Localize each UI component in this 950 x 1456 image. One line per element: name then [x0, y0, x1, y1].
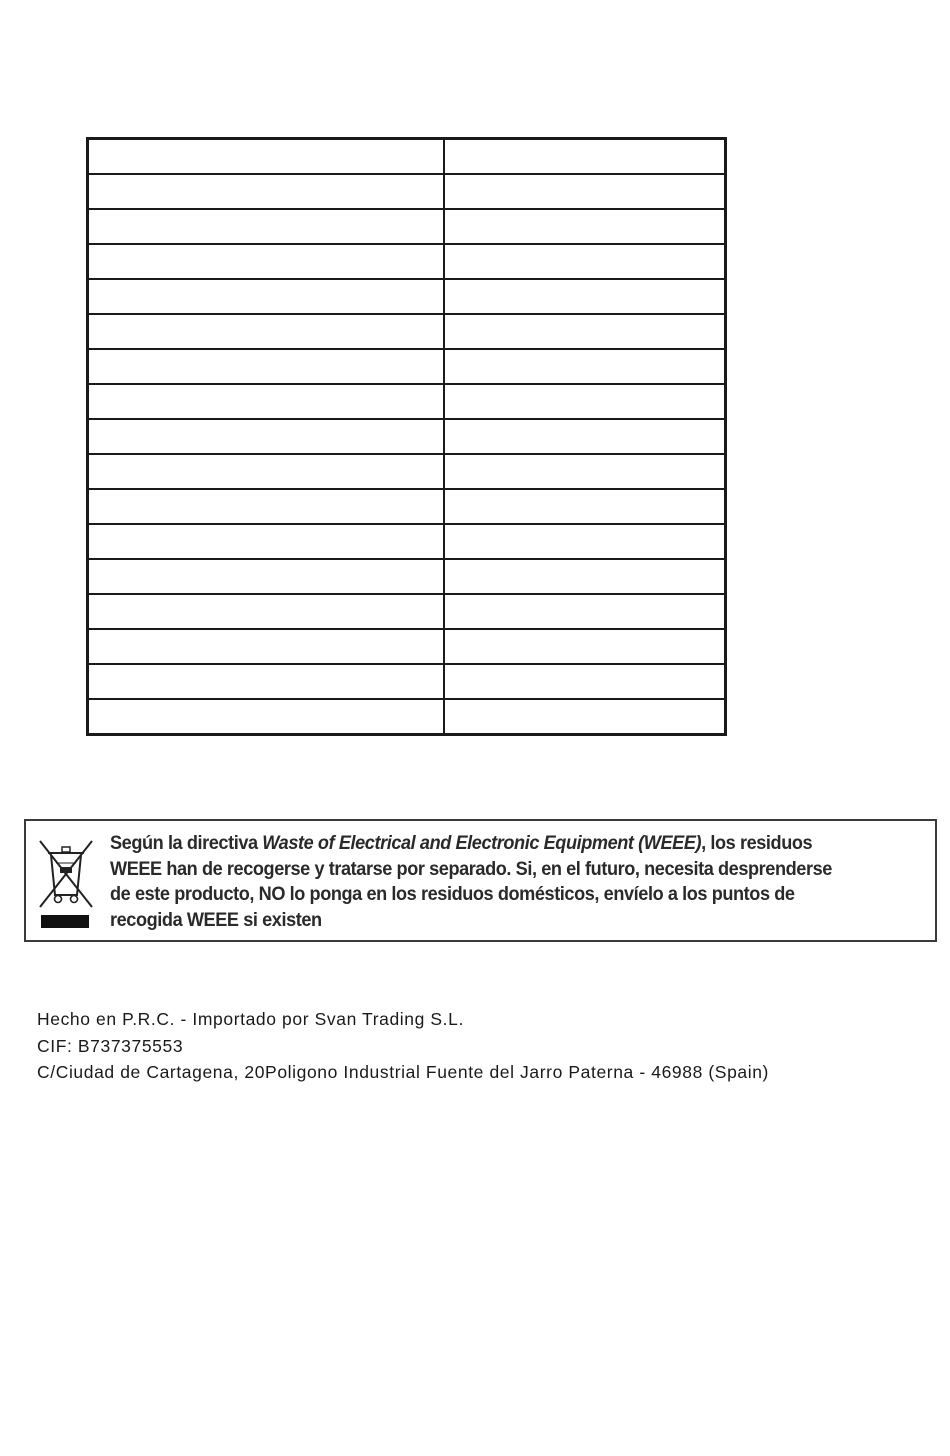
table-row: [88, 524, 726, 559]
table-cell: [88, 174, 444, 209]
table-row: [88, 279, 726, 314]
table-cell: [444, 174, 726, 209]
table-row: [88, 629, 726, 664]
table-cell: [88, 524, 444, 559]
table-body: [88, 139, 726, 735]
table-cell: [444, 664, 726, 699]
manufacturer-line-cif: CIF: B737375553: [37, 1035, 184, 1056]
table-cell: [444, 384, 726, 419]
table-cell: [88, 629, 444, 664]
crossed-out-wheelie-bin-icon: [36, 833, 96, 933]
table-cell: [88, 384, 444, 419]
table-cell: [444, 349, 726, 384]
table-cell: [88, 454, 444, 489]
weee-line-1: Según la directiva Waste of Electrical and Electronic Equipment (WEEE), los residuos: [110, 832, 813, 854]
manufacturer-line-address: C/Ciudad de Cartagena, 20Poligono Industrial Fuente del Jarro Paterna - 46988 (Spain): [37, 1062, 769, 1082]
table-row: [88, 454, 726, 489]
table-cell: [444, 209, 726, 244]
weee-line-4: recogida WEEE si existen: [110, 908, 322, 931]
table-cell: [444, 139, 726, 175]
table-cell: [444, 454, 726, 489]
table-row: [88, 594, 726, 629]
table-cell: [444, 524, 726, 559]
table-row: [88, 419, 726, 454]
table-cell: [444, 629, 726, 664]
table-row: [88, 209, 726, 244]
table-cell: [88, 664, 444, 699]
table-cell: [88, 314, 444, 349]
table-cell: [444, 594, 726, 629]
table-row: [88, 174, 726, 209]
table-row: [88, 559, 726, 594]
table-cell: [444, 314, 726, 349]
table-row: [88, 489, 726, 524]
weee-line-3: de este producto, NO lo ponga en los residuos domésticos, envíelo a los puntos de: [110, 883, 795, 905]
blank-two-column-table: [86, 137, 727, 736]
table-cell: [88, 209, 444, 244]
table-row: [88, 139, 726, 175]
table-row: [88, 664, 726, 699]
table-cell: [88, 559, 444, 594]
table-cell: [88, 489, 444, 524]
table-cell: [444, 699, 726, 735]
table-cell: [88, 244, 444, 279]
weee-notice-box: [24, 819, 937, 942]
weee-notice-text: [110, 831, 874, 933]
table-cell: [88, 349, 444, 384]
table-cell: [444, 559, 726, 594]
table-cell: [88, 594, 444, 629]
table-cell: [444, 419, 726, 454]
table-cell: [444, 279, 726, 314]
table-cell: [444, 244, 726, 279]
table-row: [88, 699, 726, 735]
manufacturer-info: [37, 1006, 769, 1086]
table-cell: [88, 279, 444, 314]
table-cell: [444, 489, 726, 524]
table-row: [88, 349, 726, 384]
table-row: [88, 244, 726, 279]
manufacturer-line-origin: Hecho en P.R.C. - Importado por Svan Trading S.L.: [37, 1009, 464, 1029]
table-cell: [88, 139, 444, 175]
table-row: [88, 314, 726, 349]
table-cell: [88, 699, 444, 735]
weee-line-2: WEEE han de recogerse y tratarse por separado. Si, en el futuro, necesita desprenderse: [110, 857, 832, 880]
table-row: [88, 384, 726, 419]
table-cell: [88, 419, 444, 454]
